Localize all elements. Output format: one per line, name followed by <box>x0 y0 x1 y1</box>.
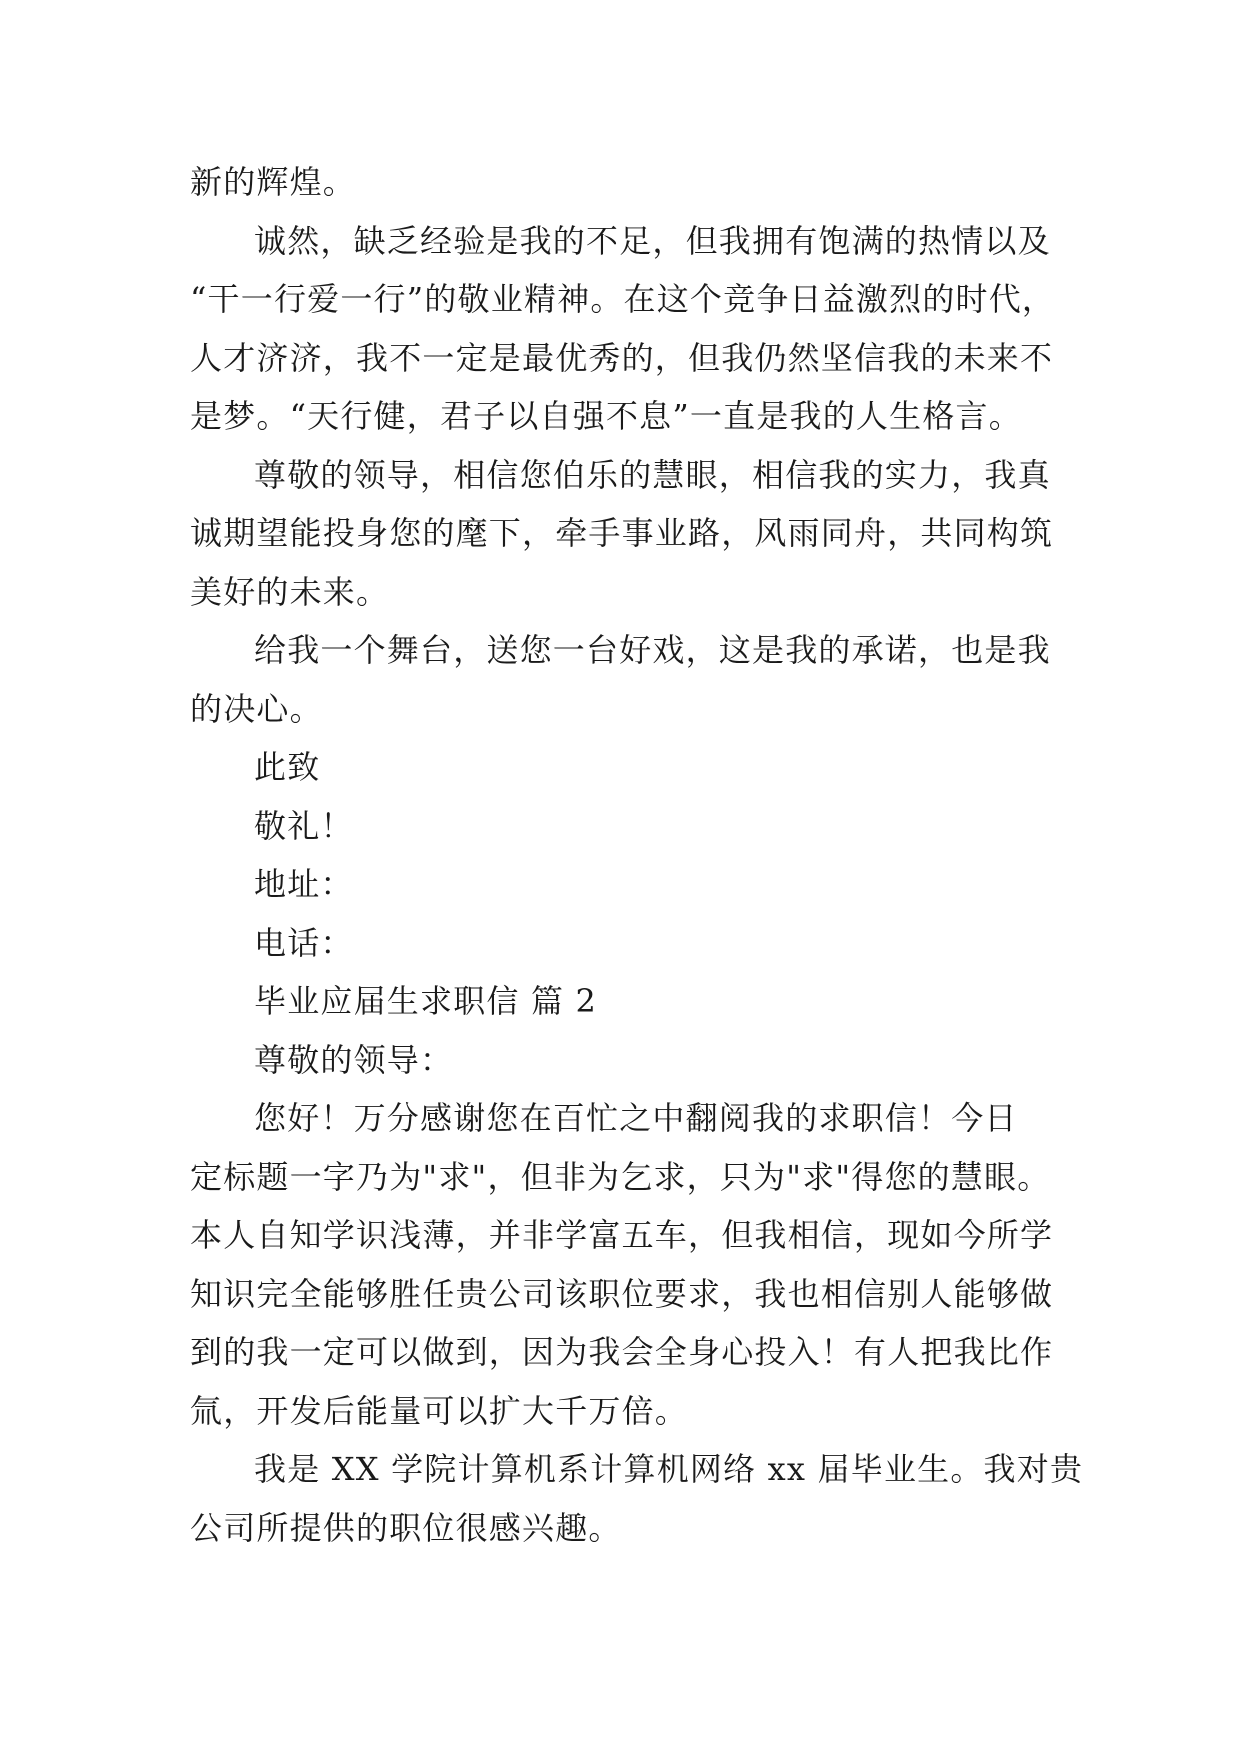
text-line: 诚期望能投身您的麾下，牵手事业路，风雨同舟，共同构筑 <box>190 514 1054 552</box>
text-line: 本人自知学识浅薄，并非学富五车，但我相信，现如今所学 <box>190 1216 1054 1254</box>
text-line: 您好！万分感谢您在百忙之中翻阅我的求职信！今日 <box>254 1099 1018 1137</box>
closing-salutation: 此致 <box>254 748 321 786</box>
section-heading: 毕业应届生求职信 篇 2 <box>254 982 598 1020</box>
text-line: 我是 XX 学院计算机系计算机网络 xx 届毕业生。我对贵 <box>254 1450 1084 1488</box>
text-line: 定标题一字乃为"求"，但非为乞求，只为"求"得您的慧眼。 <box>190 1157 1051 1196</box>
text-line: 新的辉煌。 <box>190 163 357 201</box>
address-label: 地址： <box>254 865 354 903</box>
text-line: 氚，开发后能量可以扩大千万倍。 <box>190 1391 689 1430</box>
text-line: 公司所提供的职位很感兴趣。 <box>190 1508 622 1547</box>
text-line: 的决心。 <box>190 689 323 728</box>
text-line: 尊敬的领导，相信您伯乐的慧眼，相信我的实力，我真 <box>254 455 1051 494</box>
letter-body <box>190 153 1090 1557</box>
text-line: 是梦。“天行健，君子以自强不息”一直是我的人生格言。 <box>190 397 1022 435</box>
text-line: 美好的未来。 <box>190 572 390 611</box>
text-line: 到的我一定可以做到，因为我会全身心投入！有人把我比作 <box>190 1333 1054 1371</box>
phone-label: 电话： <box>254 923 354 962</box>
text-line: 知识完全能够胜任贵公司该职位要求，我也相信别人能够做 <box>190 1274 1054 1313</box>
text-line: 人才济济，我不一定是最优秀的，但我仍然坚信我的未来不 <box>190 338 1054 377</box>
closing-regards: 敬礼！ <box>254 806 354 845</box>
text-line: 给我一个舞台，送您一台好戏，这是我的承诺，也是我 <box>254 631 1051 669</box>
greeting: 尊敬的领导： <box>254 1040 454 1079</box>
text-line: “干一行爱一行”的敬业精神。在这个竞争日益激烈的时代， <box>190 280 1056 318</box>
text-line: 诚然，缺乏经验是我的不足，但我拥有饱满的热情以及 <box>254 221 1051 260</box>
